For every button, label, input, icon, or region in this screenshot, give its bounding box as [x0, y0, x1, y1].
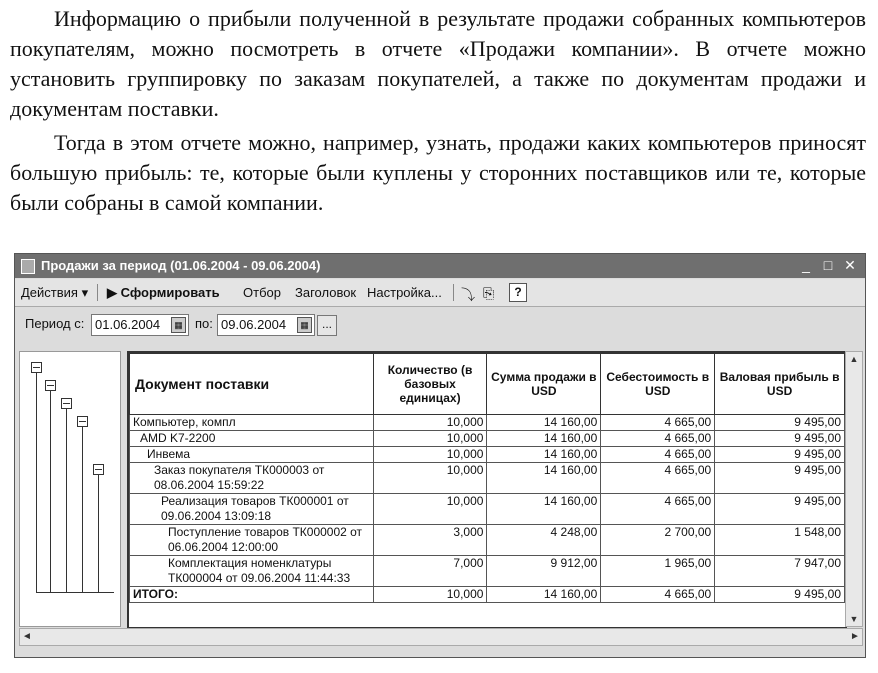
tree-line: [36, 367, 37, 592]
row-cost: 4 665,00: [601, 431, 715, 447]
calendar-icon[interactable]: ▦: [171, 317, 186, 333]
column-header-sales-sum[interactable]: Сумма продажи в USD: [487, 354, 601, 415]
report-table: [127, 351, 847, 629]
table-row[interactable]: [130, 431, 845, 447]
window-titlebar[interactable]: [15, 254, 865, 278]
paragraph-2: Тогда в этом отчете можно, например, узнать, продажи каких компьютеров приносят большую прибыль: те, которые были куплены у сторонних поставщиков или те, которые были собраны в самой компании.: [10, 130, 866, 215]
row-sales-sum: 14 160,00: [487, 431, 601, 447]
period-to-value: 09.06.2004: [221, 317, 287, 332]
row-gross-profit: 7 947,00: [715, 556, 845, 587]
tree-line: [36, 592, 114, 593]
table-row[interactable]: [130, 556, 845, 587]
toolbar-separator: [453, 284, 454, 301]
period-to-field[interactable]: [217, 314, 315, 336]
row-document: Комплектация номенклатуры ТК000004 от 09.06.2004 11:44:33: [130, 556, 374, 587]
row-gross-profit: 9 495,00: [715, 431, 845, 447]
toolbar-separator: [97, 284, 98, 301]
settings-button[interactable]: Настройка...: [367, 285, 442, 300]
tree-line: [82, 421, 83, 592]
row-document: Поступление товаров ТК000002 от 06.06.2004 12:00:00: [130, 525, 374, 556]
row-quantity: 7,000: [373, 556, 487, 587]
scroll-left-icon[interactable]: ◄: [22, 631, 32, 642]
row-cost: 4 665,00: [601, 447, 715, 463]
period-from-value: 01.06.2004: [95, 317, 161, 332]
row-cost: 4 665,00: [601, 463, 715, 494]
row-document: Заказ покупателя ТК000003 от 08.06.2004 15:59:22: [130, 463, 374, 494]
total-label: ИТОГО:: [130, 587, 374, 603]
row-quantity: 10,000: [373, 463, 487, 494]
table-row[interactable]: [130, 447, 845, 463]
collapse-icon[interactable]: [93, 464, 104, 475]
row-gross-profit: 9 495,00: [715, 494, 845, 525]
row-document: Реализация товаров ТК000001 от 09.06.2004 13:09:18: [130, 494, 374, 525]
row-sales-sum: 14 160,00: [487, 415, 601, 431]
row-quantity: 10,000: [373, 415, 487, 431]
row-gross-profit: 9 495,00: [715, 415, 845, 431]
calendar-icon[interactable]: ▦: [297, 317, 312, 333]
period-select-button[interactable]: ...: [317, 315, 337, 336]
paragraph-1: Информацию о прибыли полученной в результате продажи собранных компьютеров покупателям, можно посмотреть в отчете «Продажи компании». В отчете можно установить группировку по заказам покупателей, а также по документам продажи и документам поставки.: [10, 6, 866, 121]
scroll-right-icon[interactable]: ►: [850, 631, 860, 642]
row-gross-profit: 9 495,00: [715, 463, 845, 494]
grouping-tree: [19, 351, 121, 627]
row-quantity: 10,000: [373, 431, 487, 447]
vertical-scrollbar[interactable]: [845, 351, 863, 627]
row-quantity: 3,000: [373, 525, 487, 556]
collapse-icon[interactable]: [45, 380, 56, 391]
report-icon: [21, 259, 35, 274]
period-from-field[interactable]: [91, 314, 189, 336]
tree-line: [66, 403, 67, 592]
scroll-up-icon[interactable]: ▲: [849, 354, 859, 364]
table-row[interactable]: [130, 525, 845, 556]
actions-menu[interactable]: Действия ▾: [21, 285, 89, 300]
row-quantity: 10,000: [373, 447, 487, 463]
row-sales-sum: 14 160,00: [487, 447, 601, 463]
collapse-icon[interactable]: [61, 398, 72, 409]
tree-line: [98, 469, 99, 592]
column-header-gross-profit[interactable]: Валовая прибыль в USD: [715, 354, 845, 415]
generate-button[interactable]: ▶ Сформировать: [107, 285, 220, 300]
row-cost: 4 665,00: [601, 415, 715, 431]
toolbar: [15, 279, 865, 307]
column-header-document[interactable]: Документ поставки: [130, 354, 374, 415]
report-window: [14, 253, 866, 658]
column-header-cost[interactable]: Себестоимость в USD: [601, 354, 715, 415]
row-sales-sum: 14 160,00: [487, 494, 601, 525]
tree-line: [50, 385, 51, 592]
table-row[interactable]: [130, 415, 845, 431]
row-sales-sum: 9 912,00: [487, 556, 601, 587]
period-to-label: по:: [195, 316, 213, 331]
minimize-button[interactable]: _: [802, 257, 810, 273]
row-document: AMD K7-2200: [130, 431, 374, 447]
row-sales-sum: 14 160,00: [487, 463, 601, 494]
close-button[interactable]: ✕: [844, 257, 856, 273]
horizontal-scrollbar[interactable]: [19, 628, 863, 646]
row-gross-profit: 9 495,00: [715, 447, 845, 463]
row-cost: 2 700,00: [601, 525, 715, 556]
collapse-icon[interactable]: [77, 416, 88, 427]
total-gross-profit: 9 495,00: [715, 587, 845, 603]
filter-button[interactable]: Отбор: [243, 285, 281, 300]
scroll-down-icon[interactable]: ▼: [849, 614, 859, 624]
window-title: Продажи за период (01.06.2004 - 09.06.2004): [41, 258, 321, 273]
collapse-icon[interactable]: [31, 362, 42, 373]
column-header-quantity[interactable]: Количество (в базовых единицах): [373, 354, 487, 415]
hierarchy-icon[interactable]: ⤵: [461, 287, 475, 303]
total-sales-sum: 14 160,00: [487, 587, 601, 603]
table-row[interactable]: [130, 494, 845, 525]
row-document: Инвема: [130, 447, 374, 463]
total-cost: 4 665,00: [601, 587, 715, 603]
maximize-button[interactable]: □: [823, 257, 833, 273]
row-document: Компьютер, компл: [130, 415, 374, 431]
header-button[interactable]: Заголовок: [295, 285, 357, 300]
period-from-label: Период с:: [25, 316, 85, 331]
row-gross-profit: 1 548,00: [715, 525, 845, 556]
table-row[interactable]: [130, 463, 845, 494]
help-button[interactable]: ?: [509, 283, 527, 302]
row-cost: 4 665,00: [601, 494, 715, 525]
total-row[interactable]: [130, 587, 845, 603]
copy-icon[interactable]: ⎘: [483, 285, 495, 301]
row-cost: 1 965,00: [601, 556, 715, 587]
row-quantity: 10,000: [373, 494, 487, 525]
total-quantity: 10,000: [373, 587, 487, 603]
row-sales-sum: 4 248,00: [487, 525, 601, 556]
